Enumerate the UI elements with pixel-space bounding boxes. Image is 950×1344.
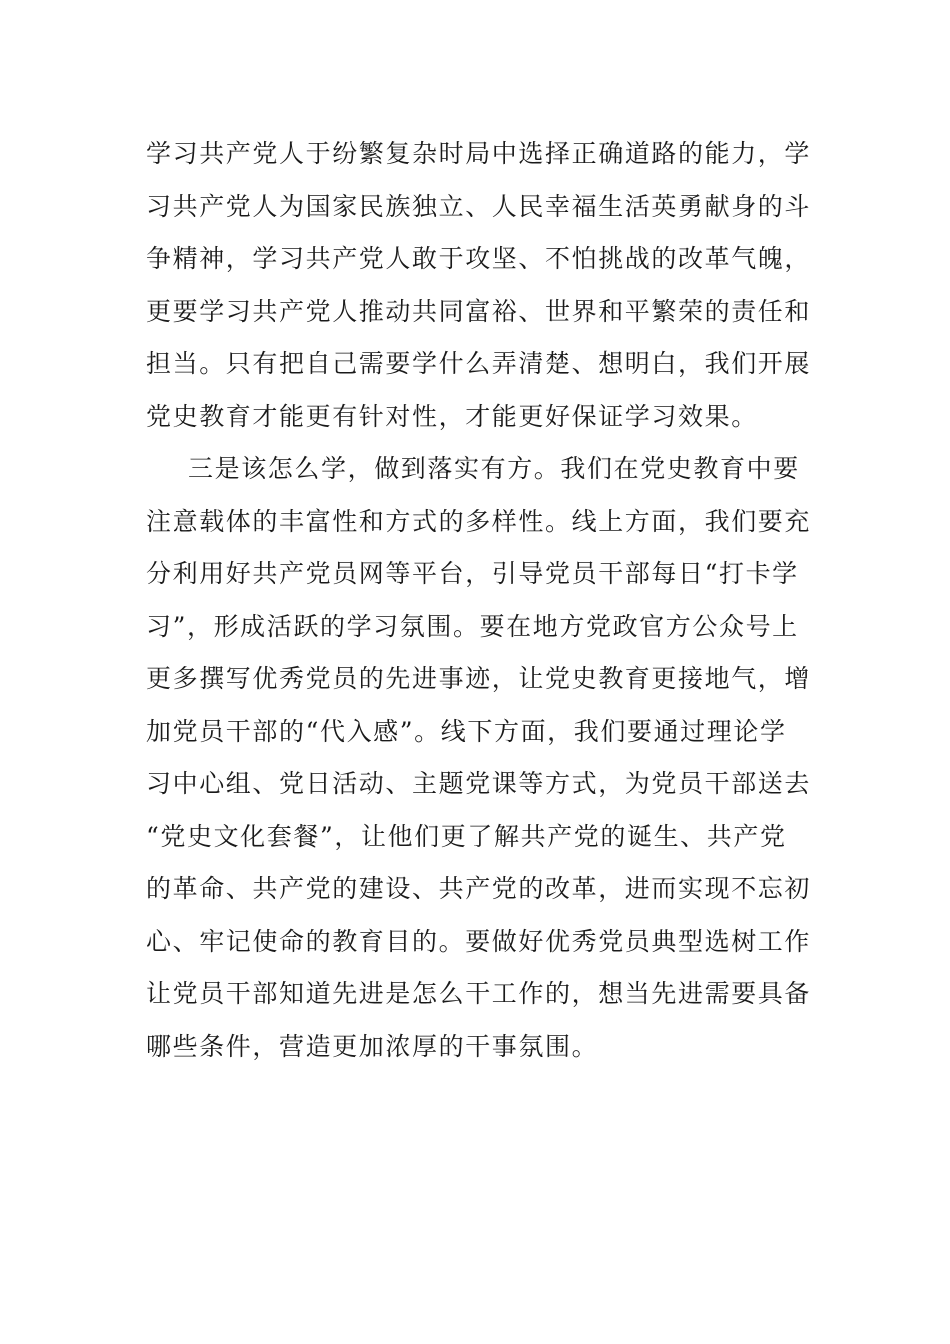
- text-line: 习共产党人为国家民族独立、人民幸福生活英勇献身的斗: [146, 191, 812, 221]
- text-line: 让党员干部知道先进是怎么干工作的，想当先进需要具备: [146, 979, 812, 1008]
- text-line-indented: 三是该怎么学，做到落实有方。我们在党史教育中要: [188, 454, 800, 483]
- text-line: 争精神，学习共产党人敢于攻坚、不怕挑战的改革气魄，: [146, 244, 812, 273]
- text-line: 担当。只有把自己需要学什么弄清楚、想明白，我们开展: [146, 349, 812, 378]
- text-line: 更多撰写优秀党员的先进事迹，让党史教育更接地气，增: [146, 664, 812, 693]
- paragraph-how-to-learn: [146, 443, 816, 1073]
- text-line: 党史教育才能更有针对性，才能更好保证学习效果。: [146, 401, 758, 431]
- text-line: “党史文化套餐”，让他们更了解共产党的诞生、共产党: [146, 821, 787, 851]
- text-line: 习”，形成活跃的学习氛围。要在地方党政官方公众号上: [146, 611, 799, 641]
- text-line: 的革命、共产党的建设、共产党的改革，进而实现不忘初: [146, 874, 812, 903]
- text-line: 学习共产党人于纷繁复杂时局中选择正确道路的能力，学: [146, 139, 812, 168]
- text-line: 心、牢记使命的教育目的。要做好优秀党员典型选树工作: [146, 926, 812, 956]
- text-line: 更要学习共产党人推动共同富裕、世界和平繁荣的责任和: [146, 296, 812, 326]
- paragraph-learning-content: [146, 128, 816, 443]
- text-line: 分利用好共产党员网等平台，引导党员干部每日“打卡学: [146, 559, 799, 588]
- text-line: 哪些条件，营造更加浓厚的干事氛围。: [146, 1031, 599, 1061]
- text-line: 习中心组、党日活动、主题党课等方式，为党员干部送去: [146, 769, 812, 798]
- text-line: 注意载体的丰富性和方式的多样性。线上方面，我们要充: [146, 506, 812, 536]
- text-line: 加党员干部的“代入感”。线下方面，我们要通过理论学: [146, 716, 787, 746]
